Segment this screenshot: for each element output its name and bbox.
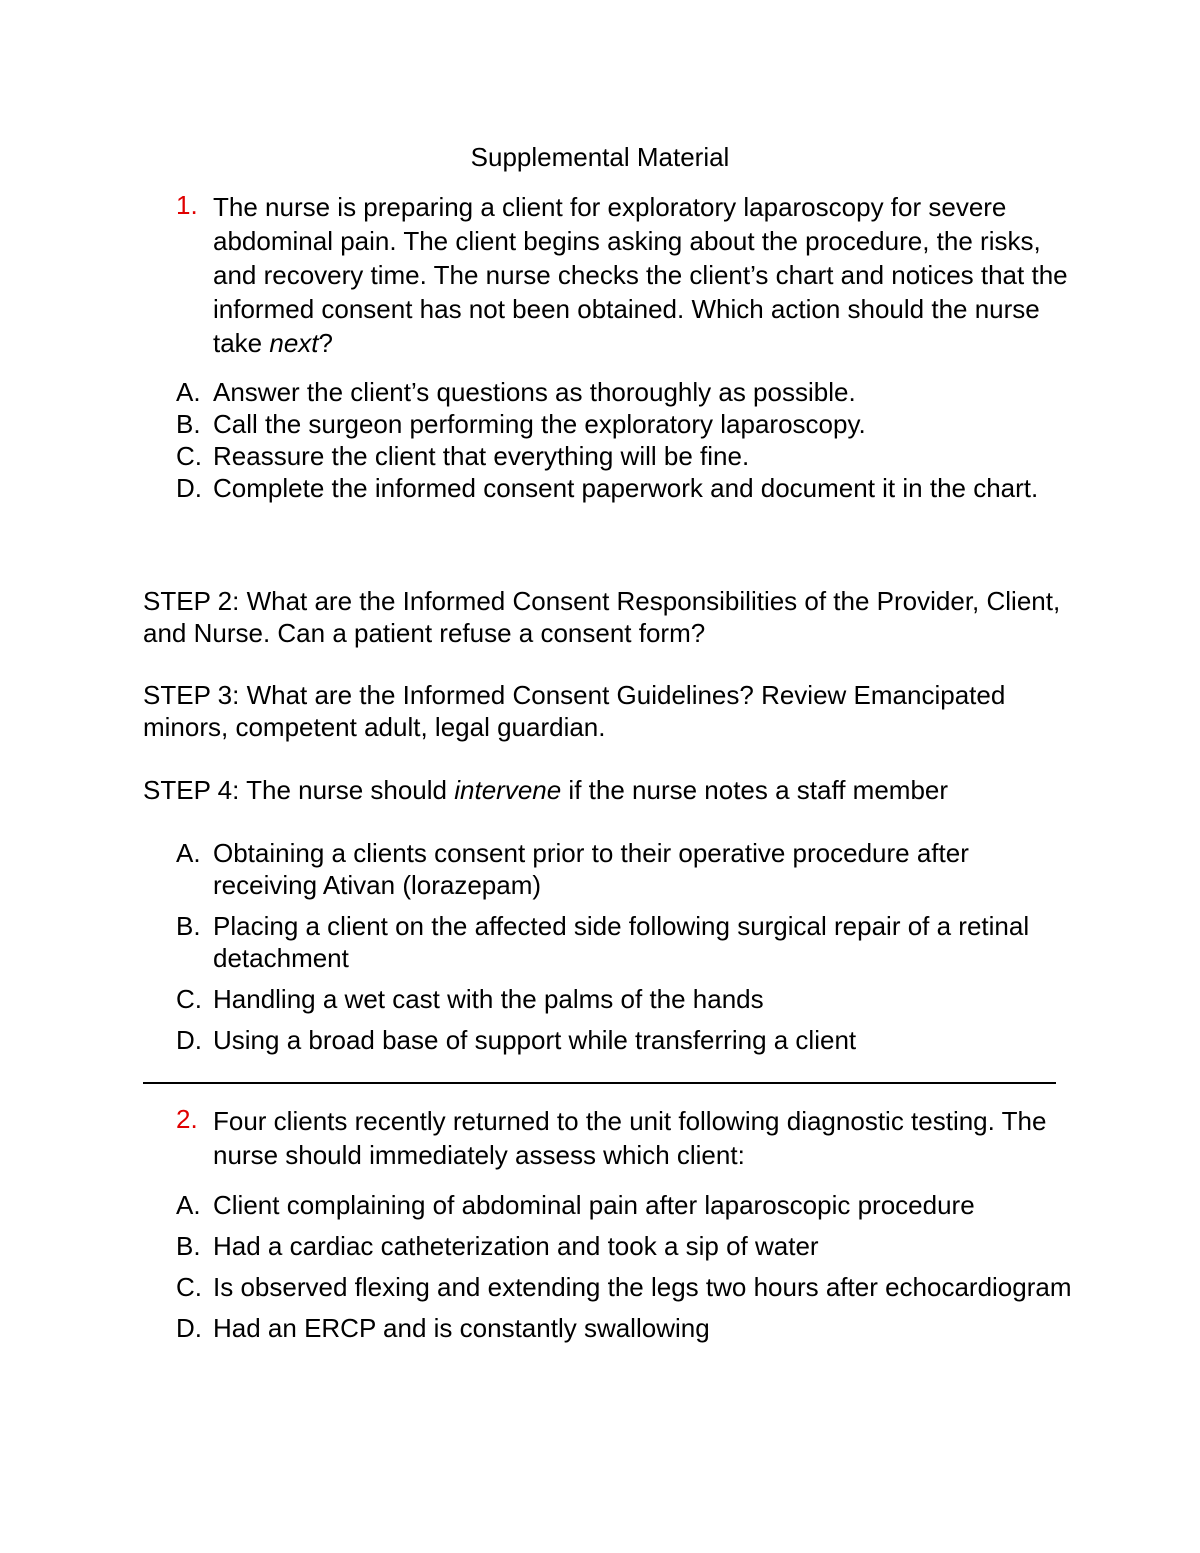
- option-b: B. Placing a client on the affected side following surgical repair of a retinal detachment: [176, 911, 1030, 973]
- question-number: 1.: [176, 190, 198, 220]
- emphasis-intervene: intervene: [454, 775, 562, 805]
- question-1: [176, 190, 1076, 360]
- option-b: B. Had a cardiac catheterization and took a sip of water: [176, 1231, 819, 1261]
- option-c: C. Reassure the client that everything will be fine.: [176, 441, 750, 471]
- step-4: STEP 4: The nurse should intervene if the nurse notes a staff member: [143, 775, 949, 805]
- option-d: D. Complete the informed consent paperwork and document it in the chart.: [176, 473, 1039, 503]
- question-1-options: [176, 376, 1076, 504]
- question-number: 2.: [176, 1104, 198, 1134]
- section-divider: [143, 1082, 1056, 1084]
- question-text: The nurse is preparing a client for exploratory laparoscopy for severe abdominal pain. The client begins asking about the procedure, the risks, and recovery time. The nurse checks the client’s chart and notices that the informed consent has not been obtained. Which action should the nurse take next?: [213, 192, 1068, 358]
- option-a: A. Answer the client’s questions as thoroughly as possible.: [176, 377, 856, 407]
- question-text: Four clients recently returned to the unit following diagnostic testing. The nurse should immediately assess which client:: [213, 1106, 1047, 1170]
- option-d: D. Had an ERCP and is constantly swallowing: [176, 1313, 710, 1343]
- step-2: STEP 2: What are the Informed Consent Responsibilities of the Provider, Client, and Nurse. Can a patient refuse a consent form?: [143, 586, 1061, 648]
- step-3: STEP 3: What are the Informed Consent Guidelines? Review Emancipated minors, competent adult, legal guardian.: [143, 680, 1006, 742]
- option-a: A. Client complaining of abdominal pain after laparoscopic procedure: [176, 1190, 975, 1220]
- option-c: C. Is observed flexing and extending the legs two hours after echocardiogram: [176, 1272, 1072, 1302]
- option-b: B. Call the surgeon performing the exploratory laparoscopy.: [176, 409, 866, 439]
- question-2: [176, 1104, 1076, 1172]
- option-a: A. Obtaining a clients consent prior to their operative procedure after receiving Ativan (lorazepam): [176, 838, 969, 900]
- step-4-options: [176, 837, 1076, 1056]
- emphasis-next: next: [269, 328, 319, 358]
- option-c: C. Handling a wet cast with the palms of the hands: [176, 984, 764, 1014]
- question-2-options: [176, 1189, 1076, 1344]
- document-title: Supplemental Material: [470, 142, 730, 172]
- option-d: D. Using a broad base of support while transferring a client: [176, 1025, 857, 1055]
